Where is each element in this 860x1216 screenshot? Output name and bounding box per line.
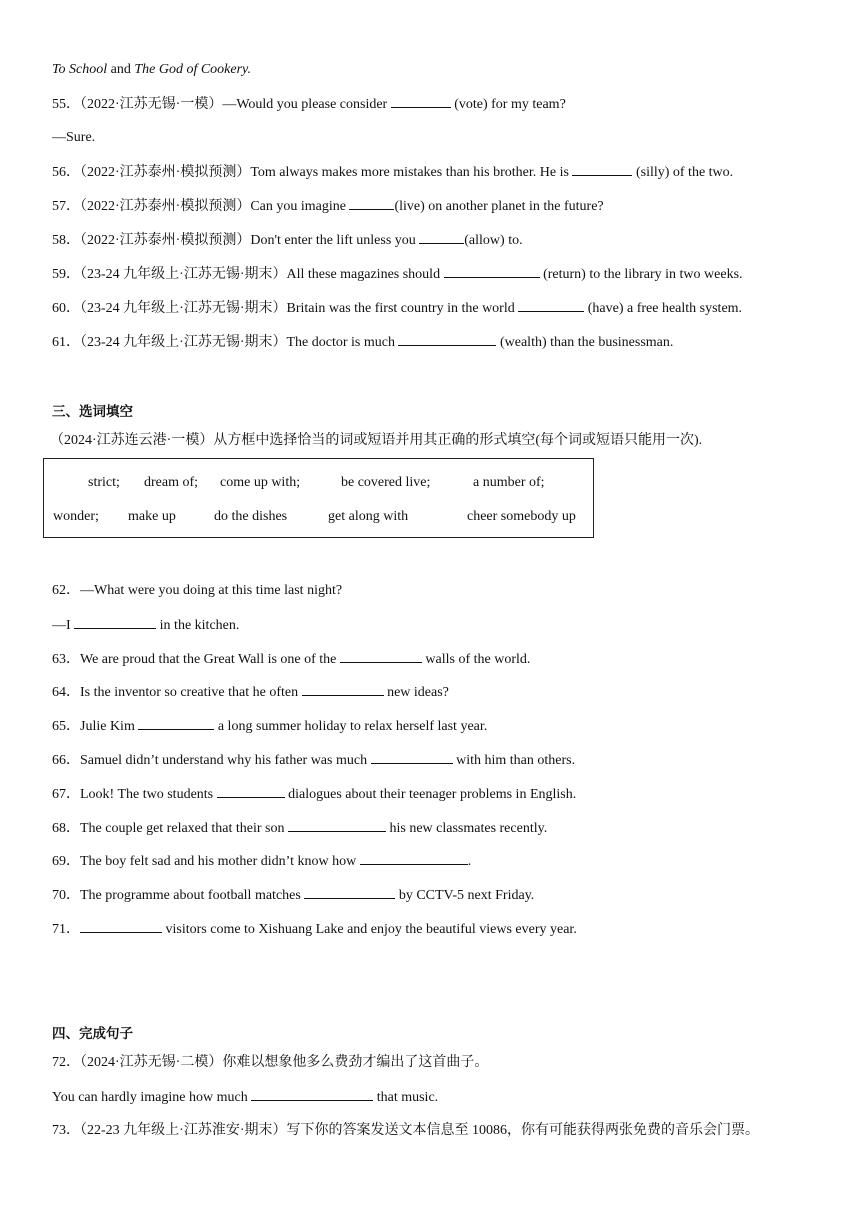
- question-number: 62．: [52, 583, 80, 598]
- answer-blank[interactable]: [288, 819, 386, 832]
- question-62: [52, 582, 342, 600]
- answer-blank[interactable]: [398, 333, 496, 346]
- answer-blank[interactable]: [80, 920, 162, 933]
- question-text: The boy felt sad and his mother didn’t know how: [80, 854, 357, 869]
- question-72: [52, 1054, 488, 1072]
- answer-blank[interactable]: [572, 163, 632, 176]
- question-text: (have) a free health system.: [587, 301, 743, 316]
- question-65: [52, 717, 487, 736]
- answer-blank[interactable]: [138, 717, 214, 730]
- question-72-answer: [52, 1088, 438, 1107]
- question-source: （23-24 九年级上·江苏无锡·期末）: [80, 335, 287, 350]
- question-number: 59．: [52, 267, 80, 282]
- question-text: (return) to the library in two weeks.: [543, 267, 743, 282]
- reply-text: —Sure.: [52, 130, 96, 145]
- question-text: —What were you doing at this time last night?: [80, 583, 343, 598]
- answer-blank[interactable]: [391, 95, 451, 108]
- question-text: The programme about football matches: [80, 888, 301, 903]
- reply-line: [52, 129, 95, 147]
- answer-blank[interactable]: [360, 852, 468, 865]
- section-instruction: （2024·江苏连云港·一模）从方框中选择恰当的词或短语并用其正确的形式填空(每个词或短语只能用一次).: [50, 433, 703, 448]
- question-number: 73．: [52, 1123, 80, 1138]
- question-text: —Would you please consider: [222, 97, 388, 112]
- question-text: dialogues about their teenager problems in English.: [288, 787, 577, 802]
- book-title: To School: [52, 62, 108, 77]
- conjunction: and: [110, 62, 131, 77]
- question-text: (wealth) than the businessman.: [499, 335, 674, 350]
- word-option: make up: [128, 509, 176, 524]
- word-bank-box: [43, 458, 594, 538]
- answer-blank[interactable]: [349, 197, 394, 210]
- answer-blank[interactable]: [419, 231, 464, 244]
- question-text: (silly) of the two.: [635, 165, 734, 180]
- question-71: [52, 920, 577, 939]
- answer-blank[interactable]: [304, 886, 395, 899]
- question-number: 67．: [52, 787, 80, 802]
- question-text: in the kitchen.: [159, 618, 240, 633]
- question-number: 64．: [52, 685, 80, 700]
- question-text: Is the inventor so creative that he often: [80, 685, 299, 700]
- section-heading: 三、选词填空: [52, 404, 133, 420]
- word-option: come up with;: [220, 475, 301, 490]
- question-source: （2022·江苏泰州·模拟预测）: [80, 165, 251, 180]
- word-option: dream of;: [144, 475, 199, 490]
- word-option: do the dishes: [214, 509, 288, 524]
- question-source: （22-23 九年级上·江苏淮安·期末）: [80, 1123, 287, 1138]
- question-number: 56．: [52, 165, 80, 180]
- question-text: visitors come to Xishuang Lake and enjoy the beautiful views every year.: [165, 922, 577, 937]
- question-text: with him than others.: [456, 753, 576, 768]
- question-number: 72．: [52, 1055, 80, 1070]
- question-chinese: 写下你的答案发送文本信息至 10086，你有可能获得两张免费的音乐会门票。: [286, 1123, 759, 1138]
- question-text: that music.: [376, 1090, 439, 1105]
- question-number: 55．: [52, 97, 80, 112]
- question-57: [52, 197, 604, 216]
- question-text: The couple get relaxed that their son: [80, 821, 285, 836]
- question-source: （2022·江苏泰州·模拟预测）: [80, 199, 251, 214]
- question-text: (allow) to.: [464, 233, 523, 248]
- question-70: [52, 886, 534, 905]
- question-text: —I: [52, 618, 71, 633]
- question-text: Samuel didn’t understand why his father was much: [80, 753, 368, 768]
- question-number: 70．: [52, 888, 80, 903]
- question-66: [52, 751, 575, 770]
- answer-blank[interactable]: [371, 751, 453, 764]
- answer-blank[interactable]: [217, 785, 285, 798]
- question-text: .: [467, 854, 472, 869]
- intro-line: [52, 61, 251, 79]
- question-61: [52, 333, 673, 352]
- question-text: a long summer holiday to relax herself last year.: [217, 719, 488, 734]
- word-option: be covered live;: [341, 475, 431, 490]
- question-number: 69．: [52, 854, 80, 869]
- question-source: （23-24 九年级上·江苏无锡·期末）: [80, 301, 287, 316]
- question-source: （23-24 九年级上·江苏无锡·期末）: [80, 267, 287, 282]
- question-text: Julie Kim: [80, 719, 135, 734]
- question-text: Look! The two students: [80, 787, 214, 802]
- word-option: a number of;: [473, 475, 545, 490]
- question-source: （2022·江苏无锡·一模）: [80, 97, 223, 112]
- question-text: Don't enter the lift unless you: [250, 233, 416, 248]
- question-text: by CCTV-5 next Friday.: [398, 888, 535, 903]
- question-58: [52, 231, 523, 250]
- answer-blank[interactable]: [251, 1088, 373, 1101]
- word-option: strict;: [88, 475, 120, 490]
- word-option: wonder;: [53, 509, 99, 524]
- question-number: 57．: [52, 199, 80, 214]
- question-text: Tom always makes more mistakes than his brother. He is: [250, 165, 569, 180]
- question-69: [52, 852, 471, 871]
- question-number: 66．: [52, 753, 80, 768]
- question-59: [52, 265, 743, 284]
- question-number: 65．: [52, 719, 80, 734]
- question-text: We are proud that the Great Wall is one of the: [80, 652, 337, 667]
- answer-blank[interactable]: [74, 616, 156, 629]
- book-title: The God of Cookery: [134, 62, 248, 77]
- question-number: 60．: [52, 301, 80, 316]
- word-option: get along with: [328, 509, 409, 524]
- question-text: Can you imagine: [250, 199, 346, 214]
- question-text: (vote) for my team?: [454, 97, 566, 112]
- question-text: Britain was the first country in the world: [286, 301, 515, 316]
- answer-blank[interactable]: [302, 683, 384, 696]
- question-56: [52, 163, 733, 182]
- question-number: 61．: [52, 335, 80, 350]
- question-source: （2022·江苏泰州·模拟预测）: [80, 233, 251, 248]
- question-number: 58．: [52, 233, 80, 248]
- answer-blank[interactable]: [518, 299, 584, 312]
- question-number: 63．: [52, 652, 80, 667]
- question-62-answer: [52, 616, 239, 635]
- question-68: [52, 819, 547, 838]
- question-67: [52, 785, 576, 804]
- question-63: [52, 650, 530, 669]
- answer-blank[interactable]: [444, 265, 540, 278]
- question-number: 68．: [52, 821, 80, 836]
- question-number: 71．: [52, 922, 80, 937]
- question-text: new ideas?: [387, 685, 449, 700]
- answer-blank[interactable]: [340, 650, 422, 663]
- question-text: You can hardly imagine how much: [52, 1090, 248, 1105]
- question-60: [52, 299, 742, 318]
- question-73: [52, 1122, 759, 1140]
- question-64: [52, 683, 449, 702]
- question-source: （2024·江苏无锡·二模）: [80, 1055, 223, 1070]
- word-option: cheer somebody up: [467, 509, 576, 524]
- question-55: [52, 95, 566, 114]
- question-text: The doctor is much: [286, 335, 395, 350]
- section-heading: 四、完成句子: [52, 1026, 133, 1042]
- question-text: walls of the world.: [425, 652, 531, 667]
- question-text: his new classmates recently.: [389, 821, 548, 836]
- question-chinese: 你难以想象他多么费劲才编出了这首曲子。: [222, 1055, 489, 1070]
- question-text: (live) on another planet in the future?: [394, 199, 604, 214]
- period: .: [247, 62, 251, 77]
- question-text: All these magazines should: [286, 267, 441, 282]
